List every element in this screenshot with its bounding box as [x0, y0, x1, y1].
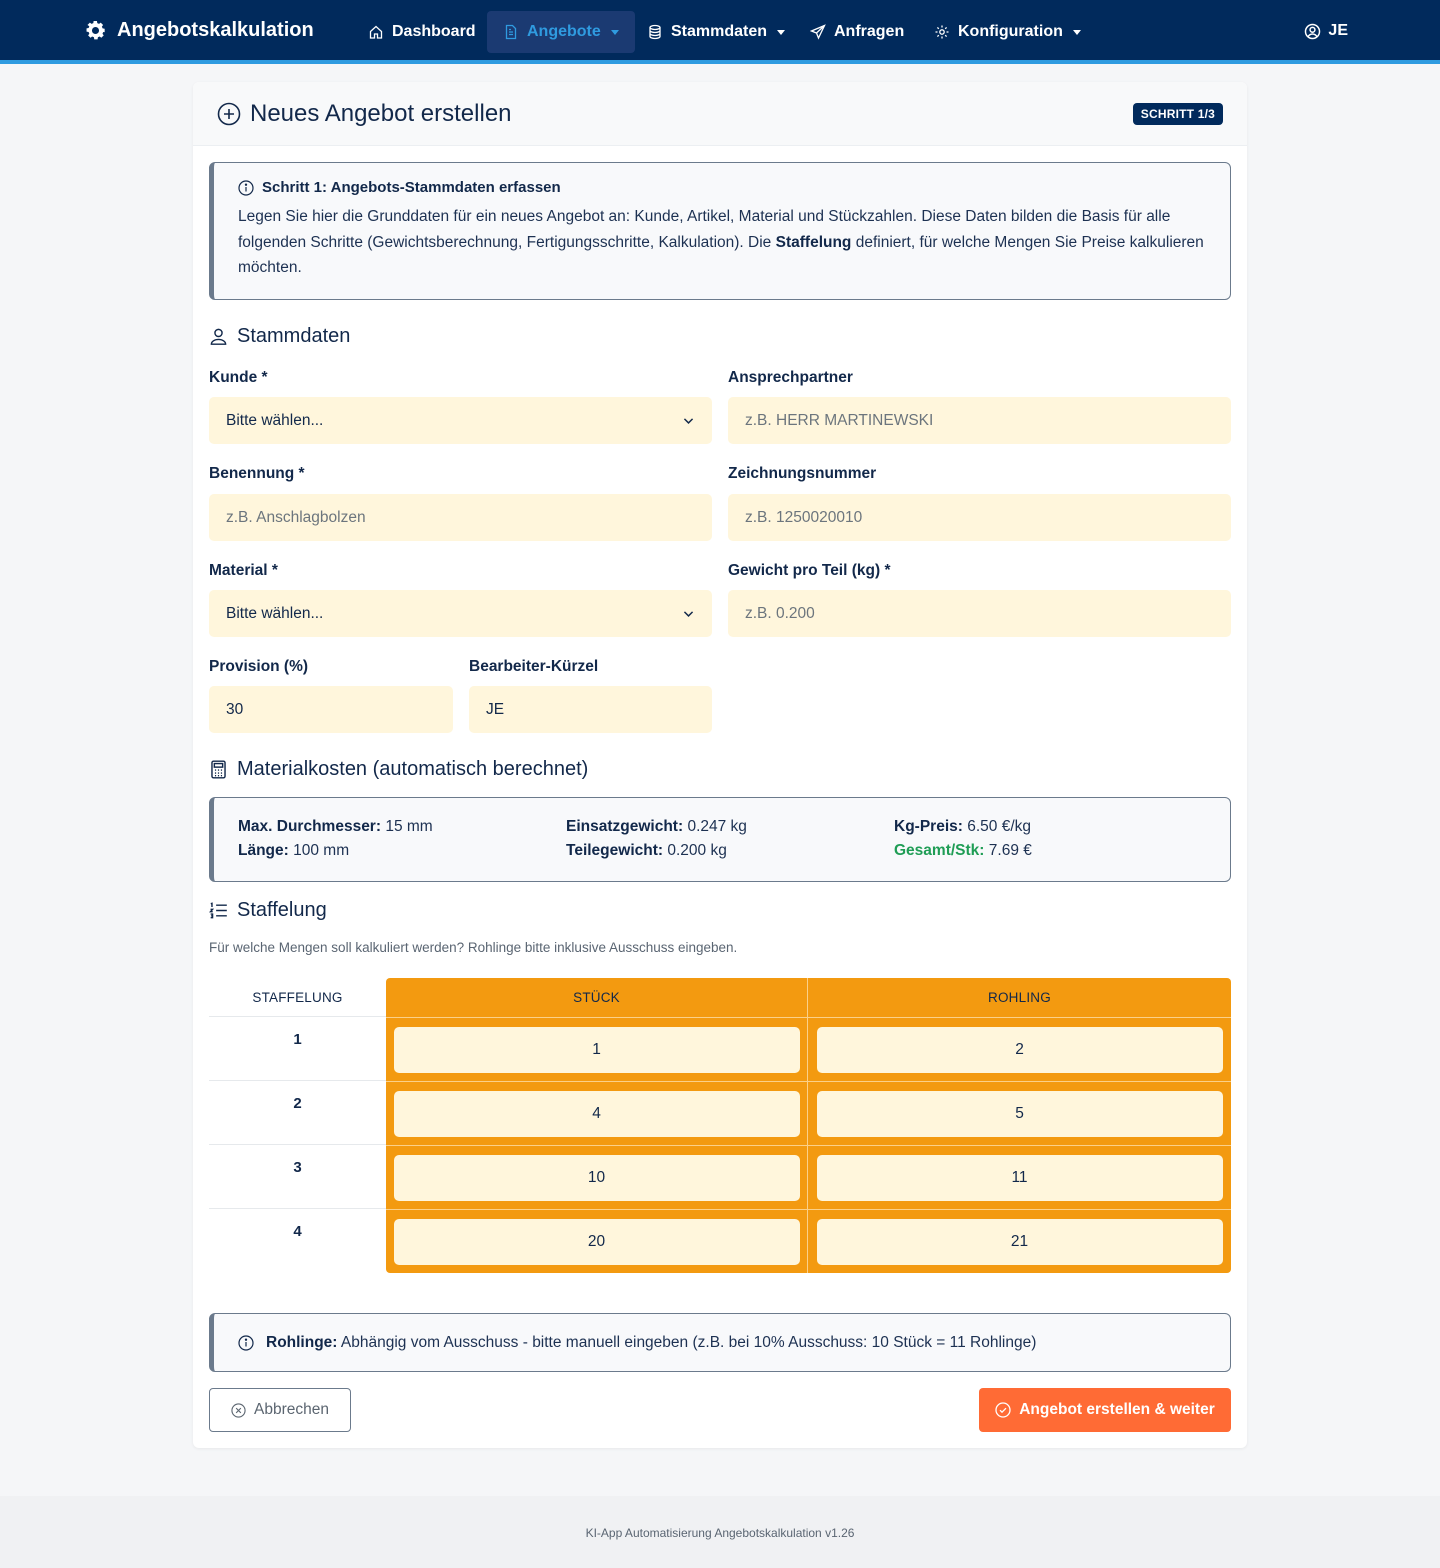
footer-text: KI-App Automatisierung Angebotskalkulation v1.26 [585, 1526, 855, 1540]
section-materialkosten-title: Materialkosten (automatisch berechnet) [237, 758, 589, 780]
user-menu[interactable] [1304, 22, 1348, 40]
card-header [193, 82, 1247, 146]
rohling-cell [808, 1145, 1231, 1209]
brand-title: Angebotskalkulation [117, 19, 314, 41]
nav-stammdaten[interactable] [631, 11, 801, 53]
info-icon [238, 180, 254, 196]
caret-down-icon [777, 30, 785, 35]
benennung-label: Benennung * [209, 465, 305, 482]
kg-preis [894, 818, 1214, 836]
nav-dashboard-label: Dashboard [392, 23, 476, 40]
laenge-value: 100 mm [293, 842, 350, 859]
gewicht-input[interactable]: z.B. 0.200 [728, 590, 1231, 637]
database-icon [647, 24, 663, 40]
info-icon [238, 1335, 254, 1351]
intro-title-text: Schritt 1: Angebots-Stammdaten erfassen [262, 179, 561, 196]
rohling-cell [808, 1081, 1231, 1145]
list-ol-icon [209, 901, 228, 920]
cancel-button-label: Abbrechen [254, 1401, 329, 1418]
material-select-value: Bitte wählen... [226, 604, 324, 622]
top-navbar [0, 0, 1440, 64]
table-header [209, 978, 1231, 1017]
page-title-text: Neues Angebot erstellen [250, 100, 512, 127]
gear-icon [83, 18, 108, 43]
rohlinge-note [209, 1313, 1231, 1372]
gesamt-stk-value: 7.69 € [988, 842, 1032, 859]
chevron-down-icon [682, 414, 695, 427]
laenge [238, 842, 566, 860]
rohlinge-note-bold: Rohlinge: [266, 1333, 338, 1351]
max-durchmesser-label: Max. Durchmesser: [238, 818, 382, 835]
gear-icon [934, 24, 950, 40]
send-icon [810, 24, 826, 40]
caret-down-icon [1073, 30, 1081, 35]
nav-angebote-label: Angebote [527, 23, 601, 40]
provision-input[interactable]: 30 [209, 686, 453, 733]
nav-angebote[interactable] [487, 11, 635, 53]
rohling-input[interactable]: 21 [817, 1219, 1223, 1265]
gesamt-stk [894, 842, 1214, 860]
stueck-input[interactable]: 1 [394, 1027, 800, 1073]
nav-anfragen-label: Anfragen [834, 23, 905, 40]
bearbeiter-label: Bearbeiter-Kürzel [469, 658, 599, 675]
table-row [209, 1081, 1231, 1145]
person-icon [209, 327, 228, 346]
staffel-nr: 2 [209, 1081, 386, 1145]
staffel-nr: 1 [209, 1017, 386, 1081]
zeichnungsnummer-input[interactable]: z.B. 1250020010 [728, 494, 1231, 541]
kg-preis-label: Kg-Preis: [894, 818, 963, 835]
nav-stammdaten-label: Stammdaten [671, 23, 768, 40]
stueck-cell [386, 1017, 808, 1081]
nav-konfiguration-label: Konfiguration [958, 23, 1063, 40]
ansprechpartner-label: Ansprechpartner [728, 369, 853, 386]
caret-down-icon [611, 30, 619, 35]
brand[interactable] [83, 18, 314, 43]
file-icon [503, 24, 519, 40]
intro-body-text-2: definiert, für welche Mengen Sie Preise kalkulieren möchten. [238, 233, 1204, 276]
laenge-label: Länge: [238, 842, 289, 859]
submit-button[interactable] [979, 1388, 1231, 1432]
section-staffelung-title: Staffelung [237, 899, 327, 921]
stueck-cell [386, 1145, 808, 1209]
section-stammdaten [209, 325, 350, 348]
section-stammdaten-title: Stammdaten [237, 325, 351, 347]
rohling-cell [808, 1017, 1231, 1081]
nav-dashboard[interactable] [352, 11, 492, 53]
staffelung-table [209, 978, 1231, 1273]
staffel-nr: 4 [209, 1209, 386, 1273]
einsatzgewicht [566, 818, 894, 836]
rohlinge-note-body: Abhängig vom Ausschuss - bitte manuell eingeben (z.B. bei 10% Ausschuss: 10 Stück = 11 Rohlinge) [337, 1333, 1037, 1351]
col-staffelung: STAFFELUNG [209, 978, 386, 1017]
kunde-select[interactable] [209, 397, 712, 444]
material-select[interactable] [209, 590, 712, 637]
kg-preis-value: 6.50 €/kg [967, 818, 1031, 835]
intro-alert [209, 162, 1231, 300]
rohling-input[interactable]: 11 [817, 1155, 1223, 1201]
einsatzgewicht-value: 0.247 kg [687, 818, 747, 835]
stueck-input[interactable]: 20 [394, 1219, 800, 1265]
nav-konfiguration[interactable] [918, 11, 1097, 53]
table-row [209, 1145, 1231, 1209]
calculator-icon [209, 760, 228, 779]
intro-body [238, 204, 1206, 281]
teilegewicht-label: Teilegewicht: [566, 842, 664, 859]
rohling-cell [808, 1209, 1231, 1273]
stueck-input[interactable]: 10 [394, 1155, 800, 1201]
provision-label: Provision (%) [209, 658, 309, 675]
table-row [209, 1017, 1231, 1081]
stueck-cell [386, 1209, 808, 1273]
house-icon [368, 24, 384, 40]
kunde-select-value: Bitte wählen... [226, 411, 324, 429]
bearbeiter-input[interactable]: JE [469, 686, 712, 733]
zeichnungsnummer-label: Zeichnungsnummer [728, 465, 877, 482]
rohling-input[interactable]: 5 [817, 1091, 1223, 1137]
submit-button-label: Angebot erstellen & weiter [1019, 1401, 1215, 1418]
plus-circle-icon [217, 102, 241, 126]
col-stueck: STÜCK [386, 978, 808, 1017]
max-durchmesser [238, 818, 566, 836]
stueck-input[interactable]: 4 [394, 1091, 800, 1137]
kunde-label: Kunde * [209, 369, 268, 386]
teilegewicht [566, 842, 894, 860]
chevron-down-icon [682, 607, 695, 620]
teilegewicht-value: 0.200 kg [667, 842, 727, 859]
benennung-input[interactable]: z.B. Anschlagbolzen [209, 494, 712, 541]
materialkosten-box [209, 797, 1231, 882]
max-durchmesser-value: 15 mm [385, 818, 433, 835]
user-initials: JE [1328, 22, 1348, 39]
staffel-nr: 3 [209, 1145, 386, 1209]
cancel-button[interactable] [209, 1388, 351, 1432]
page-title [217, 100, 512, 128]
check-circle-icon [995, 1402, 1011, 1418]
section-materialkosten [209, 758, 588, 781]
col-rohling: ROHLING [808, 978, 1231, 1017]
gewicht-label: Gewicht pro Teil (kg) * [728, 562, 891, 579]
stueck-cell [386, 1081, 808, 1145]
staffelung-hint: Für welche Mengen soll kalkuliert werden? Rohlinge bitte inklusive Ausschuss eingeben. [209, 940, 738, 955]
offer-card [193, 82, 1247, 1448]
section-staffelung [209, 899, 327, 922]
ansprechpartner-input[interactable]: z.B. HERR MARTINEWSKI [728, 397, 1231, 444]
step-badge: SCHRITT 1/3 [1133, 103, 1223, 125]
intro-body-bold: Staffelung [775, 233, 852, 251]
rohling-input[interactable]: 2 [817, 1027, 1223, 1073]
rohlinge-note-text [266, 1334, 1036, 1352]
material-label: Material * [209, 562, 278, 579]
user-circle-icon [1304, 23, 1321, 40]
einsatzgewicht-label: Einsatzgewicht: [566, 818, 684, 835]
nav-anfragen[interactable] [794, 11, 920, 53]
footer [0, 1496, 1440, 1568]
intro-body-text-1: Legen Sie hier die Grunddaten für ein neues Angebot an: Kunde, Artikel, Material und Stückzahlen. Diese Daten bilden die Basis für alle folgenden Schritte (Gewichtsberechnung, Fertigungsschritte, Kalkulation). Die [238, 208, 1171, 251]
x-circle-icon [231, 1403, 246, 1418]
intro-title [238, 179, 1206, 196]
table-row [209, 1209, 1231, 1273]
gesamt-stk-label: Gesamt/Stk: [894, 842, 985, 859]
